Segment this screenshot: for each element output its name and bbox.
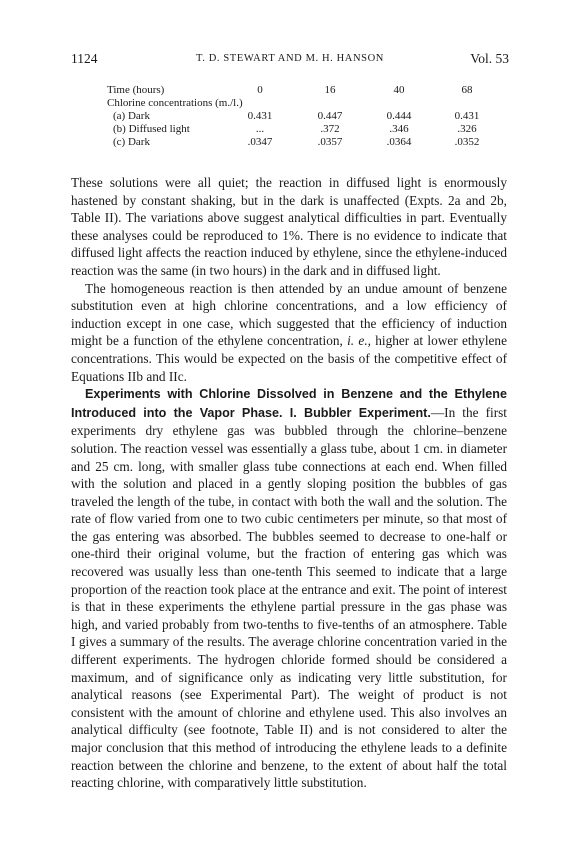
paragraph-3 — [71, 385, 507, 792]
time-label: Time (hours) — [107, 84, 165, 96]
cell-c-68: .0352 — [454, 136, 480, 148]
running-header — [71, 51, 509, 71]
cell-a-40: 0.444 — [386, 110, 412, 122]
row-label-c: (c) Dark — [113, 136, 150, 148]
cell-c-0: .0347 — [247, 136, 273, 148]
cell-b-16: .372 — [320, 123, 340, 135]
paragraph-2-part-b: higher at lower ethylene concentrations. This would be expected on the basis of the competitive effect of Equations IIb and IIc. — [71, 333, 507, 384]
time-68: 68 — [461, 84, 473, 96]
paragraph-2-part-a: The homogeneous reaction is then attended by an undue amount of benzene substitution even at high chlorine concentrations, and a low efficiency of induction except in one case, which suggested that the efficiency of induction might be a function of the ethylene concentration, — [71, 280, 507, 349]
section-heading: Experiments with Chlorine Dissolved in Benzene and the Ethylene Introduced into the Vapor Phase. I. Bubbler Experiment. — [71, 387, 507, 420]
volume-label: Vol. 53 — [470, 51, 509, 66]
cell-a-68: 0.431 — [454, 110, 480, 122]
cell-b-68: .326 — [457, 123, 477, 135]
paragraph-3-body: —In the first experiments dry ethylene gas was bubbled through the chlorine–benzene solution. The reaction vessel was essentially a glass tube, about 1 cm. in diameter and 25 cm. long, with smaller glass tube connections at each end. When filled with the solution and placed in a gently sloping position the bubbles of gas traveled the length of the tube, in contact with both the wall and the solution. The rate of flow varied from one to two cubic centimeters per minute, so that most of the gas entering was absorbed. The bubbles seemed to decrease to one-half or one-third their original volume, but the fraction of entering gas which was recovered was usually less than one-tenth This seemed to indicate that a large proportion of the reaction took place at the entrance and exit. The point of interest is that in these experiments the ethylene partial pressure in the gas phase was high, and varied probably from two-tenths to five-tenths of an atmosphere. Table I gives a summary of the results. The average chlorine concentration varied in the different experiments. The hydrogen chloride formed should be considered a maximum, and of significance only as indicating very little substitution, for analytical reasons (see Experimental Part). The weight of product is not consistent with the amount of chlorine and ethylene used. This also involves an analytical difficulty (see footnote, Table II) and is not considered to alter the major conclusion that this method of introducing the ethylene leads to a definite reaction between the chlorine and benzene, to the extent of about half the total reacting chlorine, with comparatively little substitution. — [71, 404, 507, 791]
paragraph-1: These solutions were all quiet; the reaction in diffused light is enormously hastened by constant shaking, but in the dark is unaffected (Expts. 2a and 2b, Table II). The variations above suggest analytical difficulties in part. Eventually these analyses could be reproduced to 1%. There is no evidence to indicate that diffused light affects the reaction induced by ethylene, since the ethylene-induced reaction was the same (in two hours) in the dark and in diffused light. — [71, 175, 507, 278]
running-authors: T. D. STEWART AND M. H. HANSON — [196, 53, 384, 64]
body-text — [71, 174, 507, 792]
cell-c-40: .0364 — [386, 136, 412, 148]
time-16: 16 — [324, 84, 336, 96]
row-label-b: (b) Diffused light — [113, 123, 190, 135]
paragraph-2-ie: i. e., — [347, 333, 371, 349]
row-label-a: (a) Dark — [113, 110, 150, 122]
paragraph-2 — [71, 280, 507, 386]
cell-a-0: 0.431 — [247, 110, 273, 122]
concentration-label: Chlorine concentrations (m./l.) — [107, 97, 243, 109]
cell-b-0: ... — [255, 123, 265, 135]
cell-a-16: 0.447 — [317, 110, 343, 122]
page-number: 1124 — [71, 51, 98, 66]
time-0: 0 — [257, 84, 263, 96]
cell-b-40: .346 — [389, 123, 409, 135]
cell-c-16: .0357 — [317, 136, 343, 148]
time-40: 40 — [393, 84, 405, 96]
